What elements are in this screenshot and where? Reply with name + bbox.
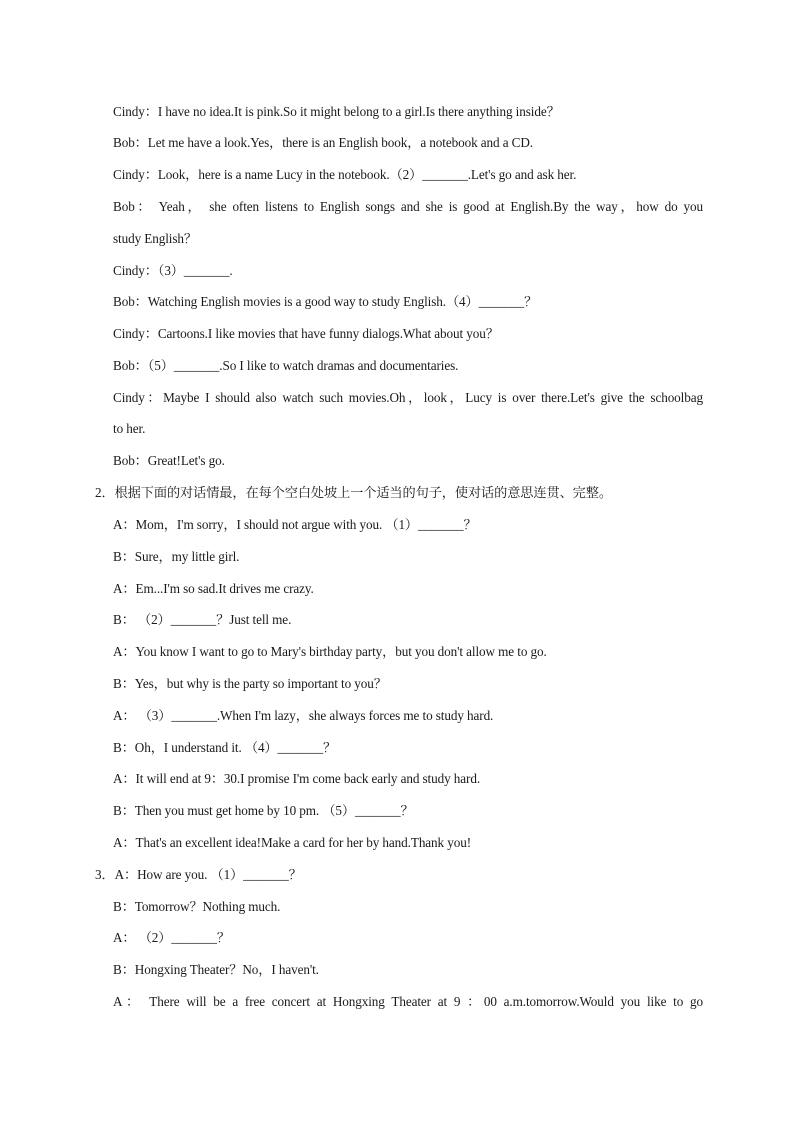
dialogue-line: Bob：Great!Let's go.	[113, 453, 225, 468]
dialogue-line: Bob：（5）_______.So I like to watch dramas and documentaries.	[113, 358, 459, 373]
dialogue-line: B：Yes，but why is the party so important to you？	[113, 676, 387, 691]
dialogue-line: Cindy：I have no idea.It is pink.So it might belong to a girl.Is there anything inside？	[113, 104, 560, 119]
dialogue-line: Cindy：（3）_______.	[113, 263, 233, 278]
dialogue-line: B：Sure，my little girl.	[113, 549, 240, 564]
dialogue-line: A：It will end at 9：30.I promise I'm come back early and study hard.	[113, 771, 481, 786]
dialogue-line: B：Then you must get home by 10 pm. （5）_______？	[113, 803, 414, 818]
dialogue-line: A：Em...I'm so sad.It drives me crazy.	[113, 581, 314, 596]
dialogue-line: Cindy：Look，here is a name Lucy in the notebook.（2）_______.Let's go and ask her.	[113, 167, 577, 182]
question-number: 3．	[95, 867, 115, 882]
dialogue-line: B：Oh，I understand it. （4）_______？	[113, 740, 337, 755]
dialogue-line: Cindy：Cartoons.I like movies that have funny dialogs.What about you？	[113, 326, 499, 341]
dialogue-line: A：Mom，I'm sorry，I should not argue with you. （1）_______？	[113, 517, 477, 532]
question-2-instruction	[95, 485, 685, 501]
dialogue-line: A： There will be a free concert at Hongxing Theater at 9 ：00 a.m.tomorrow.Would you like to go	[113, 994, 703, 1009]
dialogue-line: A：How are you. （1）_______？	[114, 867, 302, 882]
question-number: 2．	[95, 485, 115, 500]
instruction-text: 根据下面的对话情最，在每个空白处坡上一个适当的句子，使对话的意思连贯、完整。	[114, 485, 612, 500]
dialogue-line: B：Tomorrow？Nothing much.	[113, 899, 281, 914]
dialogue-line: Cindy：Maybe I should also watch such movies.Oh，look，Lucy is over there.Let's give the schoolbag	[113, 390, 703, 405]
dialogue-line: B： （2）_______？Just tell me.	[113, 612, 292, 627]
dialogue-line: Bob：Let me have a look.Yes，there is an English book，a notebook and a CD.	[113, 135, 533, 150]
dialogue-line: A：That's an excellent idea!Make a card for her by hand.Thank you!	[113, 835, 472, 850]
dialogue-line: A： （3）_______.When I'm lazy，she always forces me to study hard.	[113, 708, 494, 723]
question-3-first-line	[95, 867, 685, 883]
dialogue-line: Bob：Watching English movies is a good way to study English.（4）_______？	[113, 294, 538, 309]
dialogue-line: to her.	[113, 421, 146, 436]
dialogue-line: Bob： Yeah， she often listens to English songs and she is good at English.By the way，how do you	[113, 199, 703, 214]
dialogue-line: study English？	[113, 231, 197, 246]
dialogue-line: B：Hongxing Theater？No，I haven't.	[113, 962, 319, 977]
dialogue-line: A：You know I want to go to Mary's birthday party，but you don't allow me to go.	[113, 644, 547, 659]
dialogue-line: A： （2）_______？	[113, 930, 230, 945]
